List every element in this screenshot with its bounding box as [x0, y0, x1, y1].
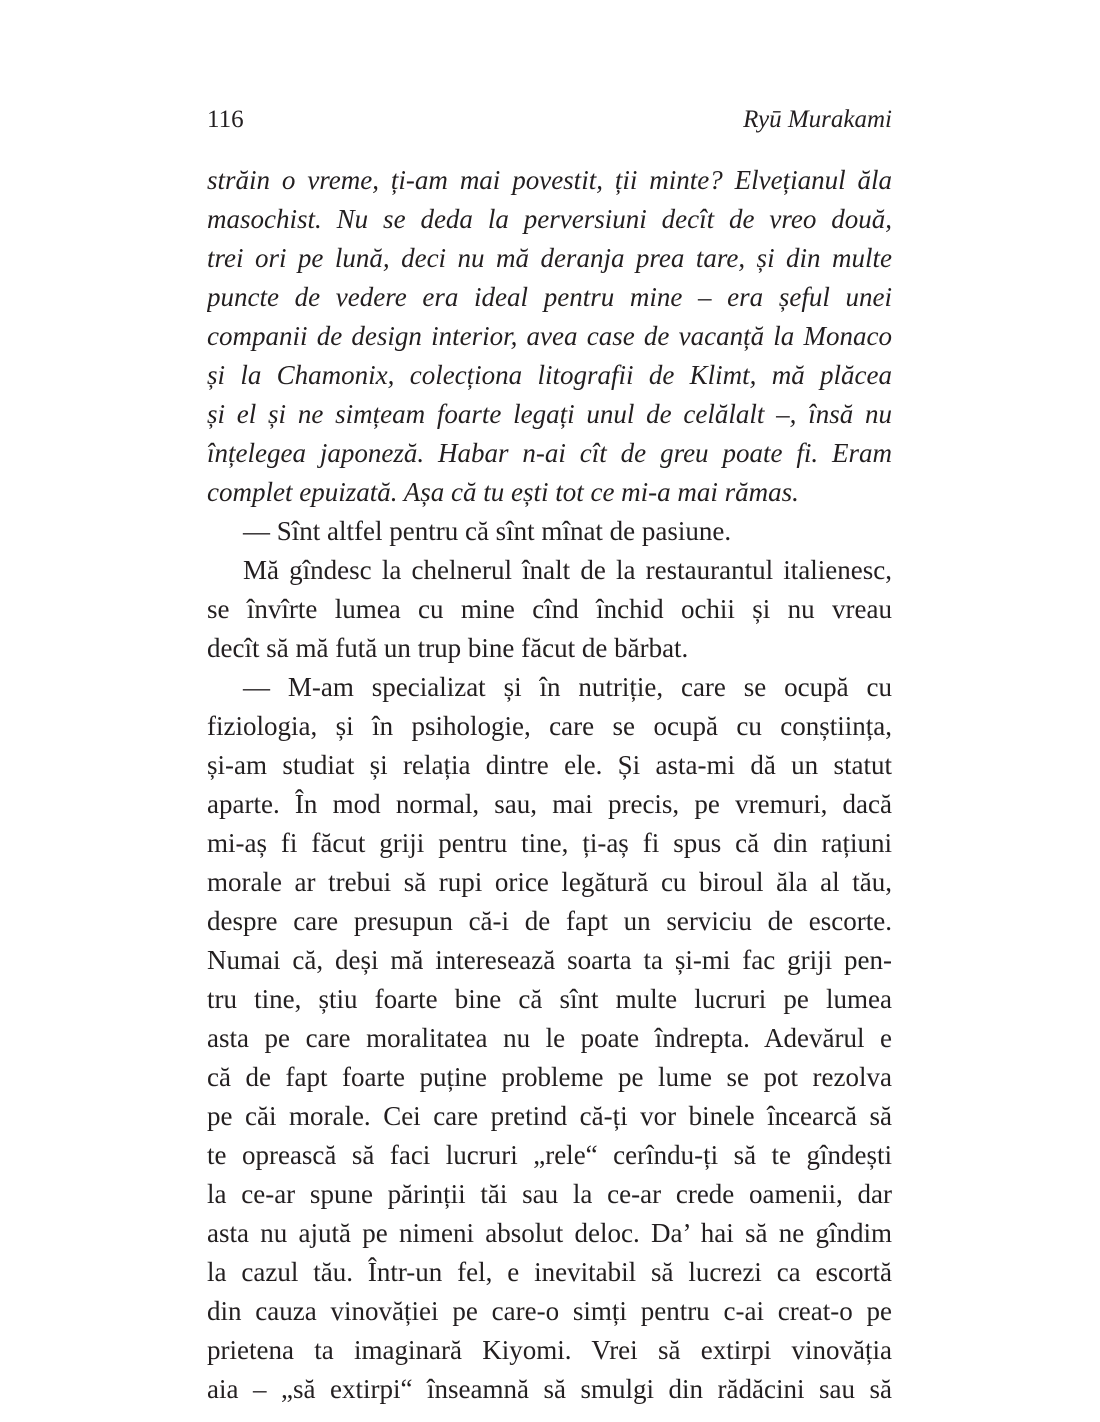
- text-line: străin o vreme, ți-am mai povestit, ții minte? Elvețianul ăla: [207, 165, 892, 195]
- text-line: puncte de vedere era ideal pentru mine – era șeful unei: [207, 282, 892, 312]
- text-line: se învîrte lumea cu mine cînd închid ochii și nu vreau: [207, 594, 892, 624]
- page-number: 116: [207, 106, 244, 133]
- text-line: complet epuizată. Așa că tu ești tot ce mi-a mai rămas.: [207, 477, 799, 507]
- text-line: asta nu ajută pe nimeni absolut deloc. Da’ hai să ne gîndim: [207, 1218, 892, 1248]
- text-line: despre care presupun că-i de fapt un serviciu de escorte.: [207, 906, 892, 936]
- text-line: înțelegea japoneză. Habar n-ai cît de greu poate fi. Eram: [207, 438, 892, 468]
- text-line: morale ar trebui să rupi orice legătură cu biroul ăla al tău,: [207, 867, 892, 897]
- text-line: — M-am specializat și în nutriție, care se ocupă cu: [243, 672, 892, 702]
- text-line: mi-aș fi făcut griji pentru tine, ți-aș fi spus că din rațiuni: [207, 828, 892, 858]
- text-line: Mă gîndesc la chelnerul înalt de la restaurantul italienesc,: [243, 555, 892, 585]
- text-line: fiziologia, și în psihologie, care se ocupă cu conștiința,: [207, 711, 892, 741]
- text-line: tru tine, știu foarte bine că sînt multe lucruri pe lumea: [207, 984, 892, 1014]
- text-line: și el și ne simțeam foarte legați unul de celălalt –, însă nu: [207, 399, 892, 429]
- text-line: asta pe care moralitatea nu le poate îndrepta. Adevărul e: [207, 1023, 892, 1053]
- text-line: — Sînt altfel pentru că sînt mînat de pasiune.: [243, 516, 732, 546]
- text-line: Numai că, deși mă interesează soarta ta și-mi fac griji pen-: [207, 945, 892, 975]
- text-line: și-am studiat și relația dintre ele. Și asta-mi dă un statut: [207, 750, 892, 780]
- text-line: că de fapt foarte puține probleme pe lume se pot rezolva: [207, 1062, 892, 1092]
- text-line: și la Chamonix, colecționa litografii de Klimt, mă plăcea: [207, 360, 892, 390]
- text-line: trei ori pe lună, deci nu mă deranja prea tare, și din multe: [207, 243, 892, 273]
- running-head-author: Ryū Murakami: [743, 106, 892, 133]
- text-line: decît să mă fută un trup bine făcut de bărbat.: [207, 633, 689, 663]
- text-line: companii de design interior, avea case de vacanță la Monaco: [207, 321, 892, 351]
- text-line: masochist. Nu se deda la perversiuni decît de vreo două,: [207, 204, 892, 234]
- text-line: aparte. În mod normal, sau, mai precis, pe vremuri, dacă: [207, 789, 892, 819]
- text-line: pe căi morale. Cei care pretind că-ți vor binele încearcă să: [207, 1101, 892, 1131]
- text-line: la ce-ar spune părinții tăi sau la ce-ar crede oamenii, dar: [207, 1179, 892, 1209]
- text-line: aia – „să extirpi“ înseamnă să smulgi din rădăcini sau să: [207, 1374, 892, 1404]
- text-line: la cazul tău. Într-un fel, e inevitabil să lucrezi ca escortă: [207, 1257, 892, 1287]
- page-body-text: [207, 161, 892, 1409]
- text-line: prietena ta imaginară Kiyomi. Vrei să extirpi vinovăția: [207, 1335, 892, 1365]
- text-line: te oprească să faci lucruri „rele“ cerîndu-ți să te gîndești: [207, 1140, 892, 1170]
- text-line: din cauza vinovăției pe care-o simți pentru c-ai creat-o pe: [207, 1296, 892, 1326]
